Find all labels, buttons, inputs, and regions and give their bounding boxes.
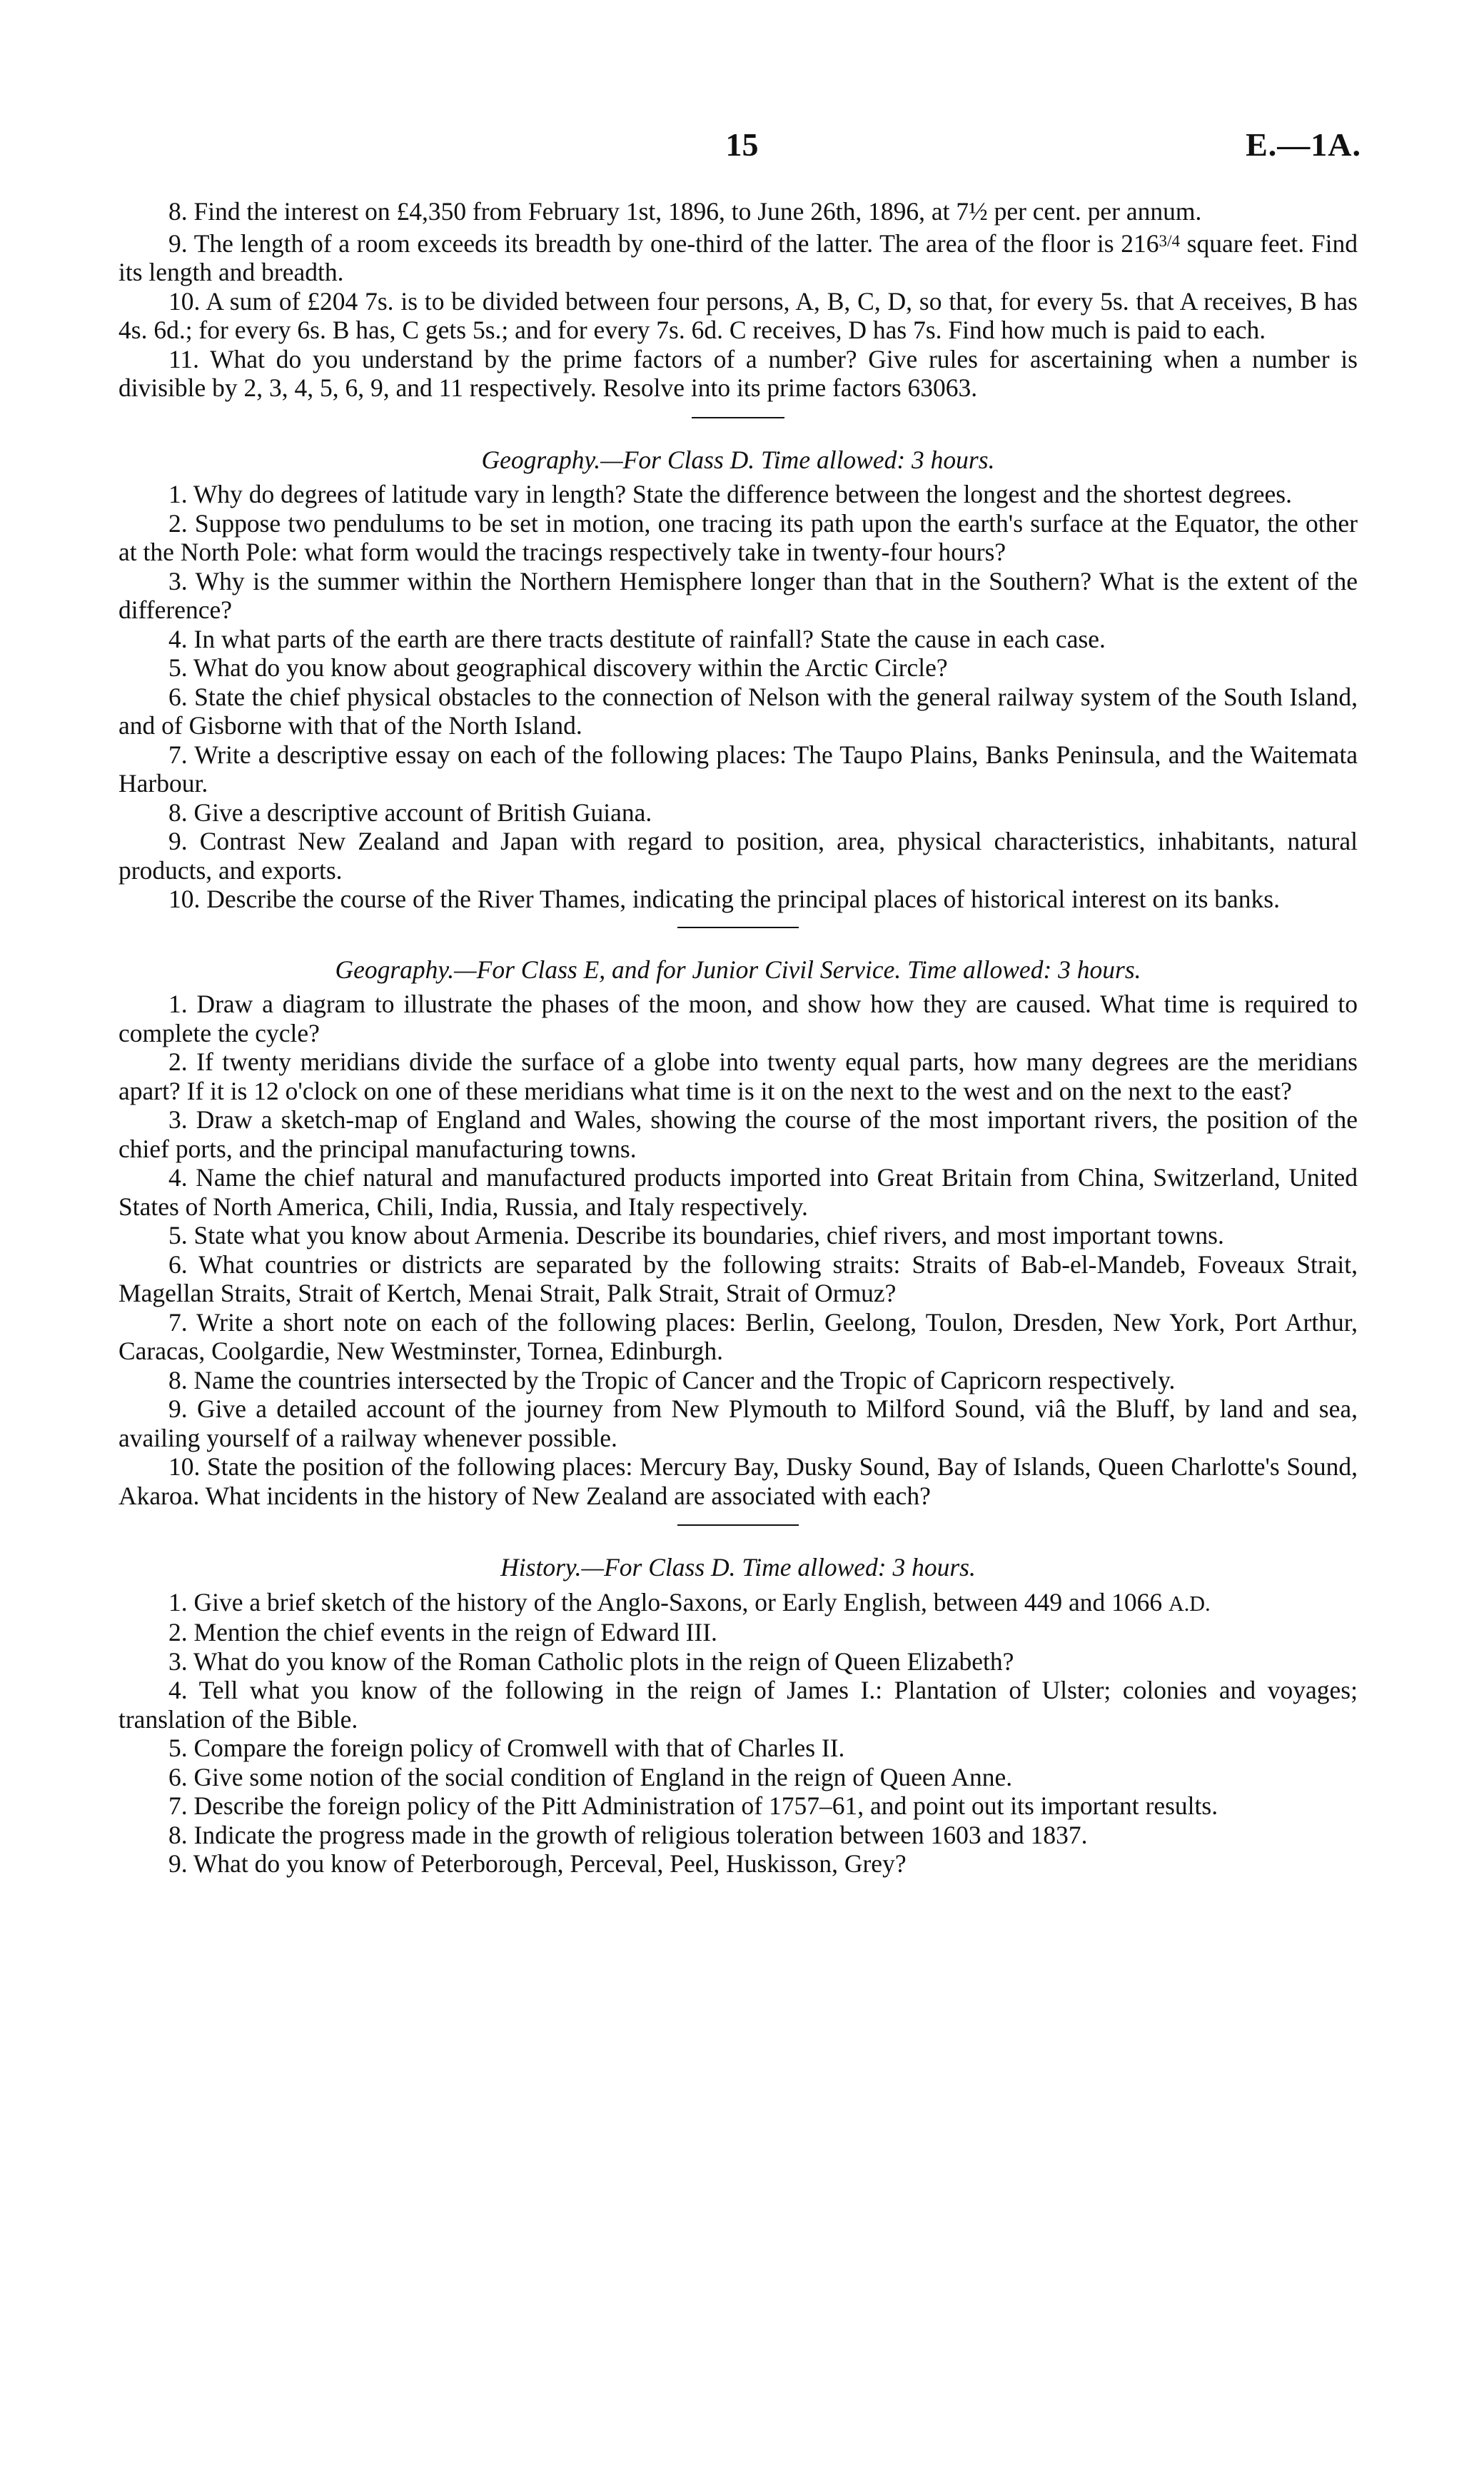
arithmetic-section (118, 197, 1358, 403)
question: 7. Describe the foreign policy of the Pitt Administration of 1757–61, and point out its important results. (168, 1791, 1218, 1821)
section-divider (677, 927, 799, 928)
page-content (118, 197, 1358, 1879)
question: 2. If twenty meridians divide the surface of a globe into twenty equal parts, how many degrees are the meridians apart? If it is 12 o'clock on one of these meridians what time is it on the next to the west and on the next to the east? (118, 1047, 1358, 1105)
question: 1. Draw a diagram to illustrate the phases of the moon, and show how they are caused. What time is required to complete the cycle? (118, 990, 1358, 1047)
question: 9. What do you know of Peterborough, Perceval, Peel, Huskisson, Grey? (168, 1849, 907, 1879)
question: 7. Write a short note on each of the following places: Berlin, Geelong, Toulon, Dresden, New York, Port Arthur, Caracas, Coolgardie, New Westminster, Tornea, Edinburgh. (118, 1307, 1358, 1366)
question: 9. Contrast New Zealand and Japan with regard to position, area, physical characteristics, inhabitants, natural products, and exports. (118, 827, 1358, 885)
question: 10. A sum of £204 7s. is to be divided between four persons, A, B, C, D, so that, for every 5s. that A receives, B has 4s. 6d.; for every 6s. B has, C gets 5s.; and for every 7s. 6d. C receives, D has 7s. Find how much is paid to each. (118, 286, 1358, 345)
section-heading: Geography.—For Class D. Time allowed: 3 hours. (481, 445, 995, 474)
geography-class-e-section (118, 955, 1358, 1511)
section-heading: History.—For Class D. Time allowed: 3 hours. (500, 1553, 976, 1582)
section-heading: Geography.—For Class E, and for Junior Civil Service. Time allowed: 3 hours. (335, 955, 1141, 984)
question: 7. Write a descriptive essay on each of the following places: The Taupo Plains, Banks Peninsula, and the Waitemata Harbour. (118, 740, 1358, 798)
question: 8. Give a descriptive account of British Guiana. (168, 798, 652, 827)
question: 4. Name the chief natural and manufactured products imported into Great Britain from China, Switzerland, United States of North America, Chili, India, Russia, and Italy respectively. (118, 1163, 1358, 1221)
question-text: square feet. Find its length and breadth. (118, 228, 1358, 287)
question-text: 9. The length of a room exceeds its breadth by one-third of the latter. The area of the floor is 216 (168, 228, 1159, 258)
question: 4. In what parts of the earth are there tracts destitute of rainfall? State the cause in each case. (168, 624, 1106, 653)
question: 9. Give a detailed account of the journey from New Plymouth to Milford Sound, viâ the Bluff, by land and sea, availing yourself of a railway whenever possible. (118, 1394, 1358, 1452)
question: 8. Find the interest on £4,350 from February 1st, 1896, to June 26th, 1896, at 7½ per cent. per annum. (168, 197, 1202, 226)
question: 5. State what you know about Armenia. Describe its boundaries, chief rivers, and most important towns. (168, 1221, 1224, 1250)
question: 10. State the position of the following places: Mercury Bay, Dusky Sound, Bay of Islands, Queen Charlotte's Sound, Akaroa. What incidents in the history of New Zealand are associated with each? (118, 1452, 1358, 1510)
history-class-d-section (118, 1553, 1358, 1879)
section-divider (692, 417, 784, 418)
question: 4. Tell what you know of the following in the reign of James I.: Plantation of Ulster; colonies and voyages; translation of the Bible. (118, 1676, 1358, 1734)
question: 3. Draw a sketch-map of England and Wales, showing the course of the most important rivers, the position of the chief ports, and the principal manufacturing towns. (118, 1105, 1358, 1163)
question: 11. What do you understand by the prime factors of a number? Give rules for ascertaining when a number is divisible by 2, 3, 4, 5, 6, 9, and 11 respectively. Resolve into its prime factors 63063. (118, 344, 1358, 403)
question: 3. What do you know of the Roman Catholic plots in the reign of Queen Elizabeth? (168, 1646, 1014, 1676)
fraction: 3/4 (1159, 231, 1181, 250)
question: 6. State the chief physical obstacles to the connection of Nelson with the general railway system of the South Island, and of Gisborne with that of the North Island. (118, 682, 1358, 740)
question: 5. Compare the foreign policy of Cromwell with that of Charles II. (168, 1734, 845, 1763)
question (118, 1588, 1358, 1619)
question: 3. Why is the summer within the Northern Hemisphere longer than that in the Southern? What is the extent of the difference? (118, 566, 1358, 625)
question-text: 1. Give a brief sketch of the history of the Anglo-Saxons, or Early English, between 449 and 1066 (168, 1587, 1168, 1616)
question: 2. Suppose two pendulums to be set in motion, one tracing its path upon the earth's surface at the Equator, the other at the North Pole: what form would the tracings respectively take in twenty-four hours? (118, 508, 1358, 567)
question: 6. What countries or districts are separated by the following straits: Straits of Bab-el-Mandeb, Foveaux Strait, Magellan Straits, Strait of Kertch, Menai Strait, Palk Strait, Strait of Ormuz? (118, 1249, 1358, 1308)
question: 10. Describe the course of the River Thames, indicating the principal places of historical interest on its banks. (168, 885, 1280, 914)
page-number: 15 (725, 126, 759, 163)
question (118, 226, 1358, 287)
era-abbreviation: A.D. (1168, 1591, 1211, 1616)
question: 1. Why do degrees of latitude vary in length? State the difference between the longest and the shortest degrees. (168, 480, 1292, 509)
section-divider (677, 1524, 799, 1526)
question: 6. Give some notion of the social condition of England in the reign of Queen Anne. (168, 1762, 1013, 1791)
question: 2. Mention the chief events in the reign of Edward III. (168, 1618, 717, 1647)
question: 8. Indicate the progress made in the growth of religious toleration between 1603 and 1837. (168, 1820, 1088, 1849)
question: 8. Name the countries intersected by the Tropic of Cancer and the Tropic of Capricorn respectively. (168, 1365, 1176, 1394)
geography-class-d-section (118, 446, 1358, 914)
page-reference: E.—1A. (1246, 126, 1361, 163)
question: 5. What do you know about geographical discovery within the Arctic Circle? (168, 653, 948, 683)
